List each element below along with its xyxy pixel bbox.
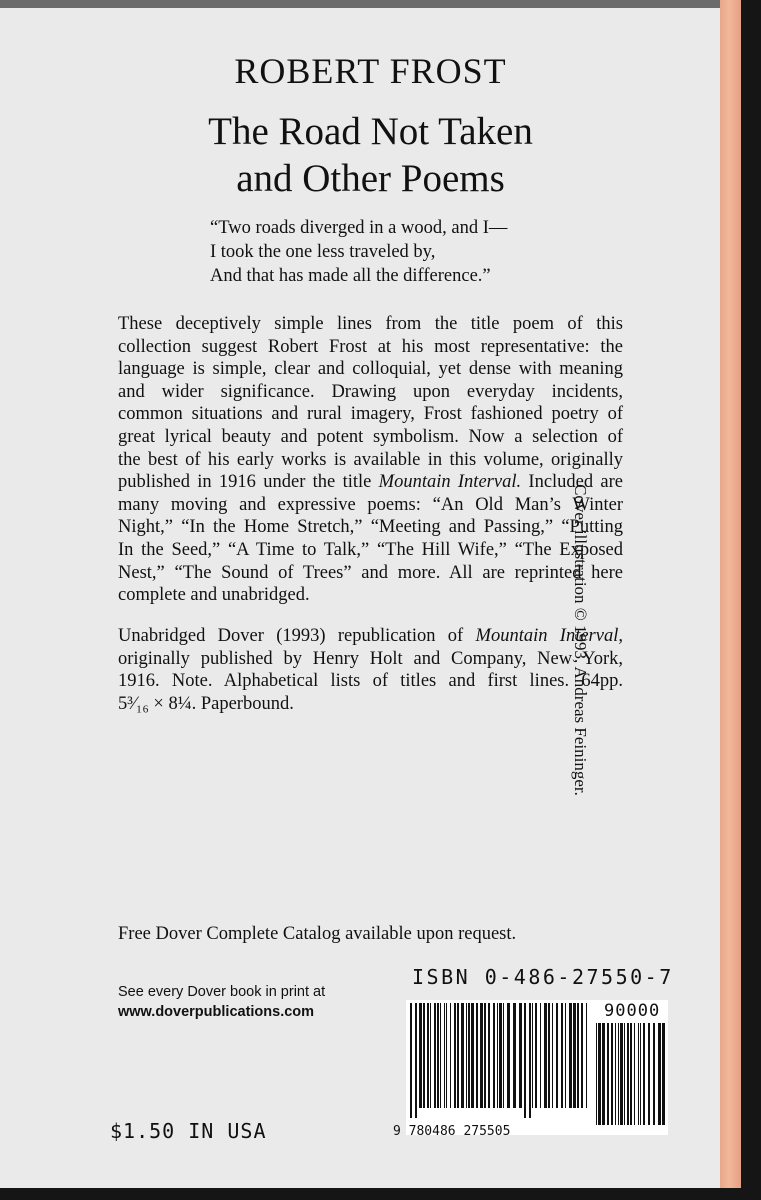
barcode-bar xyxy=(497,1003,498,1108)
blurb-line: great lyrical beauty and potent symbolism. Now a selection of xyxy=(118,426,623,447)
barcode-bar xyxy=(440,1003,441,1108)
price-addon-barcode xyxy=(596,1023,666,1133)
pub-line: 1916. Note. Alphabetical lists of titles and first lines. 64pp. xyxy=(118,671,623,692)
barcode-bar xyxy=(630,1023,632,1125)
barcode-bar xyxy=(548,1003,550,1108)
addon-price-digits: 90000 xyxy=(604,1001,661,1021)
barcode-bar xyxy=(620,1023,623,1125)
author-name: ROBERT FROST xyxy=(234,51,507,91)
barcode-bar xyxy=(493,1003,495,1108)
barcode-bar xyxy=(540,1003,541,1108)
pub-line xyxy=(118,625,623,648)
barcode-bar xyxy=(471,1003,474,1108)
barcode-bar xyxy=(434,1003,436,1108)
barcode-bar xyxy=(461,1003,464,1108)
publication-info xyxy=(118,625,623,715)
blurb-line xyxy=(118,471,623,494)
barcode-bar xyxy=(624,1023,625,1125)
barcode-bar xyxy=(457,1003,459,1108)
barcode-bar xyxy=(532,1003,533,1108)
price-label: $1.50 IN USA xyxy=(110,1119,267,1143)
barcode-bar xyxy=(529,1003,531,1118)
pub-line: originally published by Henry Holt and Company, New York, xyxy=(118,648,623,669)
barcode-bar xyxy=(598,1023,601,1125)
barcode-bar xyxy=(430,1003,431,1108)
barcode-bar xyxy=(615,1023,616,1125)
blurb-line: complete and unabridged. xyxy=(118,585,310,606)
barcode-bar xyxy=(535,1003,537,1108)
blurb-line: language is simple, clear and colloquial, yet dense with meaning xyxy=(118,359,623,380)
barcode-bar xyxy=(423,1003,425,1108)
website-notice xyxy=(118,982,325,1022)
barcode-bar xyxy=(561,1003,563,1108)
title-line-1: The Road Not Taken xyxy=(208,110,533,153)
blurb-line: Nest,” “The Sound of Trees” and more. All are reprinted here xyxy=(118,562,623,583)
blurb-line: many moving and expressive poems: “An Old Man’s Winter xyxy=(118,494,623,515)
barcode-bar xyxy=(513,1003,516,1108)
barcode-bar xyxy=(410,1003,412,1118)
website-url: www.doverpublications.com xyxy=(118,1004,315,1020)
barcode-bar xyxy=(450,1003,451,1108)
barcode-bar xyxy=(484,1003,486,1108)
blurb-line: common situations and rural imagery, Frost fashioned poetry of xyxy=(118,404,623,425)
barcode-bar xyxy=(476,1003,478,1108)
barcode-bar xyxy=(653,1023,655,1125)
barcode-bar xyxy=(638,1023,639,1125)
blurb-line: These deceptively simple lines from the title poem of this xyxy=(118,314,623,334)
barcode-bar xyxy=(565,1003,566,1108)
barcode-bar xyxy=(480,1003,483,1108)
book-original-title: Mountain Interval. xyxy=(378,472,522,493)
barcode-bar xyxy=(468,1003,470,1108)
description-paragraph xyxy=(118,313,623,607)
blurb-line: and wider significance. Drawing upon everyday incidents, xyxy=(118,381,623,402)
barcode-bar xyxy=(627,1023,629,1125)
barcode-bar xyxy=(658,1023,661,1125)
barcode-bar xyxy=(415,1003,417,1118)
barcode-bar xyxy=(488,1003,490,1108)
epigraph-line: “Two roads diverged in a wood, and I— xyxy=(210,218,508,238)
barcode-bar xyxy=(466,1003,467,1108)
barcode-bar xyxy=(552,1003,553,1108)
barcode-bar xyxy=(454,1003,456,1108)
blurb-line: In the Seed,” “A Time to Talk,” “The Hill Wife,” “The Exposed xyxy=(118,539,623,560)
blurb-line: Night,” “In the Home Stretch,” “Meeting and Passing,” “Putting xyxy=(118,517,623,538)
website-line: See every Dover book in print at xyxy=(118,984,326,1000)
barcode-bar xyxy=(640,1023,641,1125)
barcode-bar xyxy=(519,1003,522,1108)
barcode-bar xyxy=(524,1003,526,1118)
book-spine-edge xyxy=(720,0,741,1188)
blurb-line-text: Included are xyxy=(528,472,624,493)
barcode-bar xyxy=(444,1003,445,1108)
barcode-bar xyxy=(437,1003,439,1108)
isbn-label: ISBN 0-486-27550-7 xyxy=(412,965,674,989)
pub-line: 5³⁄₁₆ × 8¼. Paperbound. xyxy=(118,693,294,714)
blurb-line: collection suggest Robert Frost at his most representative: the xyxy=(118,336,623,357)
barcode-bar xyxy=(569,1003,572,1108)
barcode-bar xyxy=(503,1003,504,1108)
barcode-bar xyxy=(419,1003,422,1108)
book-original-title: Mountain Interval, xyxy=(475,626,623,646)
book-title xyxy=(0,108,741,202)
ean-barcode xyxy=(410,1003,592,1121)
barcode-bar xyxy=(643,1023,645,1125)
pub-line-text: Unabridged Dover (1993) republication of xyxy=(118,626,464,646)
cover-top-edge xyxy=(0,0,741,8)
barcode-bar xyxy=(577,1003,579,1108)
barcode-bar xyxy=(544,1003,547,1108)
blurb-line-text: published in 1916 under the title xyxy=(118,472,372,493)
barcode-bar xyxy=(648,1023,650,1125)
barcode-bar xyxy=(596,1023,597,1125)
catalog-notice: Free Dover Complete Catalog available upon request. xyxy=(118,924,517,944)
barcode-bar xyxy=(611,1023,613,1125)
barcode-bar xyxy=(499,1003,502,1108)
blurb-line: the best of his early works is available in this volume, originally xyxy=(118,449,623,470)
barcode-bar xyxy=(581,1003,583,1108)
title-line-2: and Other Poems xyxy=(236,157,505,200)
ean-digits: 9 780486 275505 xyxy=(393,1124,511,1139)
barcode-bar xyxy=(662,1023,665,1125)
barcode-bar xyxy=(556,1003,558,1108)
cover-credit-text: Cover illustration © 1993, Andreas Feininger. xyxy=(571,484,590,796)
barcode-bar xyxy=(446,1003,447,1108)
poem-epigraph xyxy=(210,216,507,288)
barcode-bar xyxy=(634,1023,635,1125)
epigraph-line: And that has made all the difference.” xyxy=(210,266,491,286)
barcode-bar xyxy=(573,1003,576,1108)
epigraph-line: I took the one less traveled by, xyxy=(210,242,436,262)
barcode-bar xyxy=(607,1023,609,1125)
barcode-bar xyxy=(602,1023,605,1125)
barcode-bar xyxy=(618,1023,619,1125)
barcode-bar xyxy=(586,1003,587,1108)
barcode-bar xyxy=(427,1003,429,1108)
barcode-bar xyxy=(507,1003,510,1108)
